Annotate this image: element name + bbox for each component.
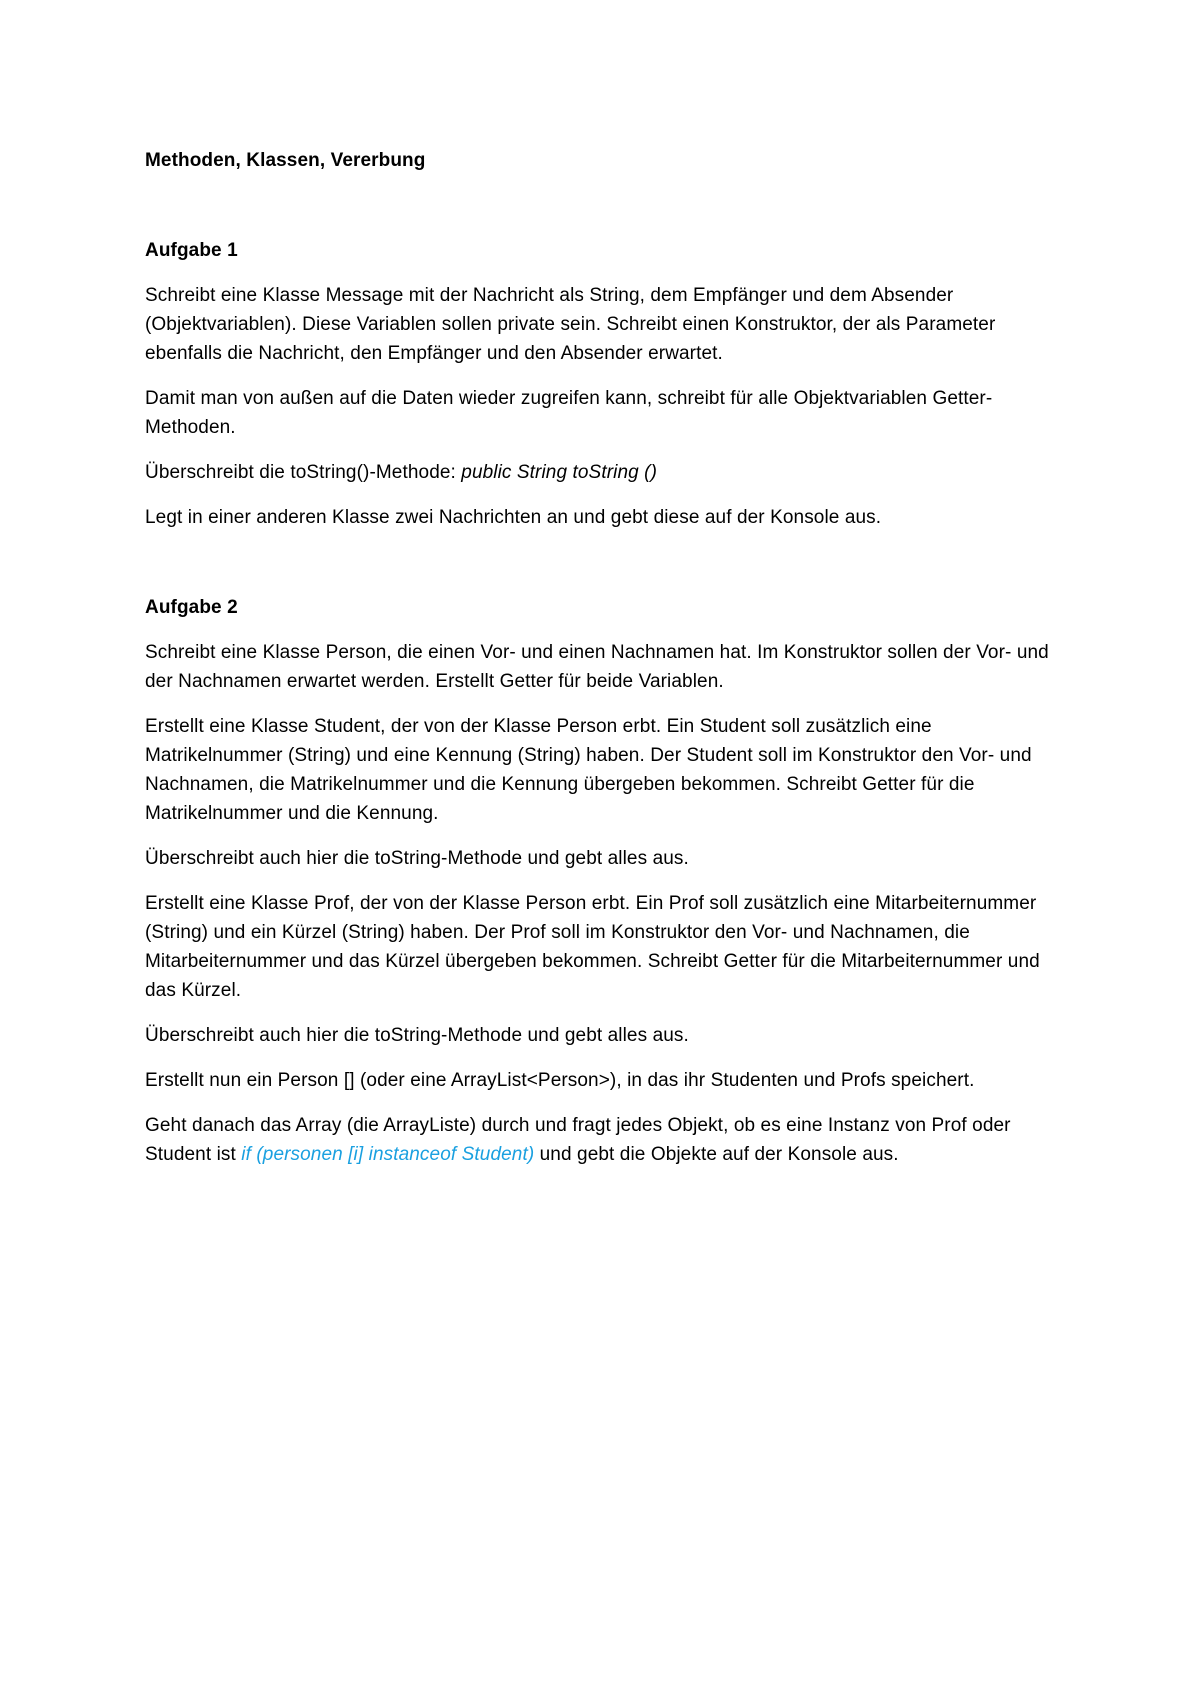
task-2-paragraph-7 [145, 1111, 1065, 1169]
tostring-signature-code: public String toString () [461, 462, 658, 483]
task-1-paragraph-3-text: Überschreibt die toString()-Methode: [145, 462, 462, 483]
task-2-paragraph-6: Erstellt nun ein Person [] (oder eine ArrayList<Person>), in das ihr Studenten und Profs speichert. [145, 1070, 975, 1091]
task-2-paragraph-3: Überschreibt auch hier die toString-Methode und gebt alles aus. [145, 848, 689, 869]
task-1-paragraph-4: Legt in einer anderen Klasse zwei Nachrichten an und gebt diese auf der Konsole aus. [145, 507, 882, 528]
task-1-paragraph-2: Damit man von außen auf die Daten wieder zugreifen kann, schreibt für alle Objektvariablen Getter-Methoden. [145, 388, 993, 438]
task-2-paragraph-5: Überschreibt auch hier die toString-Methode und gebt alles aus. [145, 1025, 689, 1046]
task-2-heading: Aufgabe 2 [145, 597, 238, 618]
task-2-paragraph-1: Schreibt eine Klasse Person, die einen Vor- und einen Nachnamen hat. Im Konstruktor sollen der Vor- und der Nachnamen erwartet werden. Erstellt Getter für beide Variablen. [145, 642, 1049, 692]
task-2-paragraph-4: Erstellt eine Klasse Prof, der von der Klasse Person erbt. Ein Prof soll zusätzlich eine Mitarbeiternummer (String) und ein Kürzel (String) haben. Der Prof soll im Konstruktor den Vor- und Nachnamen, die Mitarbeiternummer und das Kürzel übergeben bekommen. Schreibt Getter für die Mitarbeiternummer und das Kürzel. [145, 893, 1040, 1001]
task-2-section [145, 593, 1065, 1169]
task-2-paragraph-7-text-start: Geht danach das Array (die ArrayListe) durch und fragt jedes Objekt, ob es eine Instanz von Prof oder Student ist [145, 1115, 1011, 1165]
instanceof-code-snippet: if (personen [i] instanceof Student) [241, 1144, 535, 1165]
task-1-paragraph-1: Schreibt eine Klasse Message mit der Nachricht als String, dem Empfänger und dem Absender (Objektvariablen). Diese Variablen sollen private sein. Schreibt einen Konstruktor, der als Parameter ebenfalls die Nachricht, den Empfänger und den Absender erwartet. [145, 285, 996, 364]
task-1-heading: Aufgabe 1 [145, 240, 238, 261]
document-body [145, 146, 1065, 1230]
document-title: Methoden, Klassen, Vererbung [145, 150, 426, 171]
task-1-section [145, 236, 1065, 532]
task-2-paragraph-2: Erstellt eine Klasse Student, der von der Klasse Person erbt. Ein Student soll zusätzlich eine Matrikelnummer (String) und eine Kennung (String) haben. Der Student soll im Konstruktor den Vor- und Nachnamen, die Matrikelnummer und die Kennung übergeben bekommen. Schreibt Getter für die Matrikelnummer und die Kennung. [145, 716, 1032, 824]
task-2-paragraph-7-text-end: und gebt die Objekte auf der Konsole aus. [534, 1144, 899, 1165]
task-1-paragraph-3 [145, 458, 1065, 487]
